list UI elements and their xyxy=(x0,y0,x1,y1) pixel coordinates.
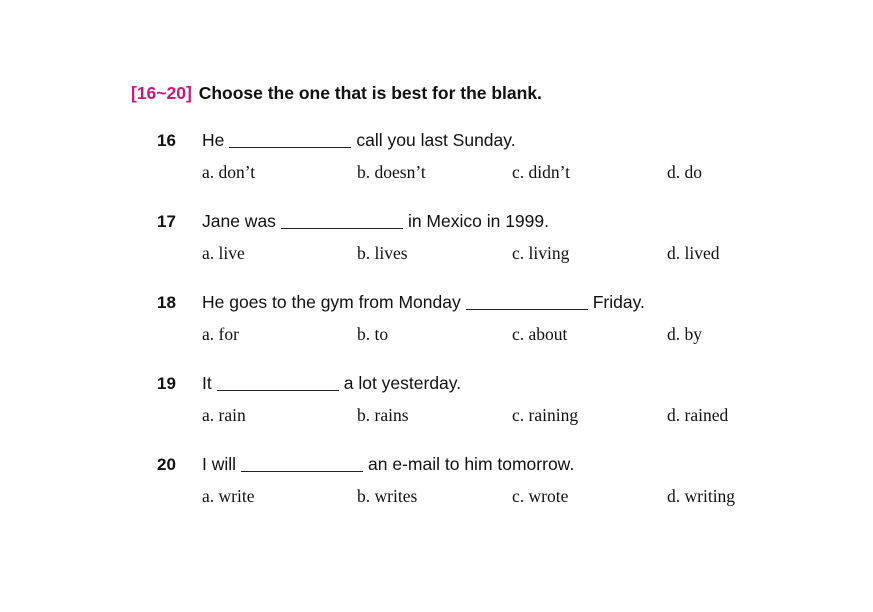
option-b[interactable]: b. doesn’t xyxy=(357,162,426,182)
question-line xyxy=(157,292,797,316)
option-a[interactable]: a. don’t xyxy=(202,162,256,182)
option-c[interactable]: c. raining xyxy=(512,405,579,425)
option-a[interactable]: a. rain xyxy=(202,405,246,425)
question-line xyxy=(157,130,797,154)
question-text-after: in Mexico in 1999. xyxy=(407,211,549,231)
option-c[interactable]: c. about xyxy=(512,324,568,344)
question-20 xyxy=(157,454,797,510)
option-d[interactable]: d. do xyxy=(667,162,702,182)
option-b[interactable]: b. writes xyxy=(357,486,418,506)
question-text xyxy=(202,373,461,394)
question-text-after: a lot yesterday. xyxy=(343,373,462,393)
answer-blank[interactable] xyxy=(281,214,403,229)
option-b[interactable]: b. lives xyxy=(357,243,408,263)
question-line xyxy=(157,211,797,235)
question-17 xyxy=(157,211,797,267)
question-line xyxy=(157,454,797,478)
instruction-text: Choose the one that is best for the blank. xyxy=(198,83,542,103)
question-line xyxy=(157,373,797,397)
question-number: 18 xyxy=(157,293,176,312)
question-text-before: He goes to the gym from Monday xyxy=(202,292,461,312)
section-header xyxy=(131,83,542,104)
option-a[interactable]: a. for xyxy=(202,324,239,344)
question-number: 20 xyxy=(157,455,176,474)
answer-blank[interactable] xyxy=(217,376,339,391)
question-text xyxy=(202,454,574,475)
option-d[interactable]: d. lived xyxy=(667,243,720,263)
question-text-before: Jane was xyxy=(202,211,276,231)
question-16 xyxy=(157,130,797,186)
question-range: [16~20] xyxy=(131,83,192,103)
question-text-before: It xyxy=(202,373,212,393)
answer-options xyxy=(157,405,797,429)
question-text-after: an e-mail to him tomorrow. xyxy=(368,454,575,474)
answer-options xyxy=(157,243,797,267)
question-19 xyxy=(157,373,797,429)
question-text-after: Friday. xyxy=(592,292,645,312)
answer-options xyxy=(157,486,797,510)
question-number: 17 xyxy=(157,212,176,231)
question-text xyxy=(202,211,549,232)
answer-options xyxy=(157,324,797,348)
option-b[interactable]: b. to xyxy=(357,324,389,344)
answer-blank[interactable] xyxy=(466,295,588,310)
question-text-before: He xyxy=(202,130,225,150)
option-a[interactable]: a. write xyxy=(202,486,255,506)
question-text xyxy=(202,292,645,313)
option-c[interactable]: c. wrote xyxy=(512,486,569,506)
question-number: 16 xyxy=(157,131,176,150)
question-text-after: call you last Sunday. xyxy=(356,130,516,150)
option-a[interactable]: a. live xyxy=(202,243,245,263)
answer-blank[interactable] xyxy=(241,457,363,472)
answer-blank[interactable] xyxy=(229,133,351,148)
option-c[interactable]: c. didn’t xyxy=(512,162,571,182)
option-d[interactable]: d. rained xyxy=(667,405,729,425)
option-c[interactable]: c. living xyxy=(512,243,570,263)
question-text-before: I will xyxy=(202,454,237,474)
answer-options xyxy=(157,162,797,186)
question-text xyxy=(202,130,516,151)
option-d[interactable]: d. by xyxy=(667,324,702,344)
option-d[interactable]: d. writing xyxy=(667,486,736,506)
option-b[interactable]: b. rains xyxy=(357,405,409,425)
question-number: 19 xyxy=(157,374,176,393)
question-18 xyxy=(157,292,797,348)
